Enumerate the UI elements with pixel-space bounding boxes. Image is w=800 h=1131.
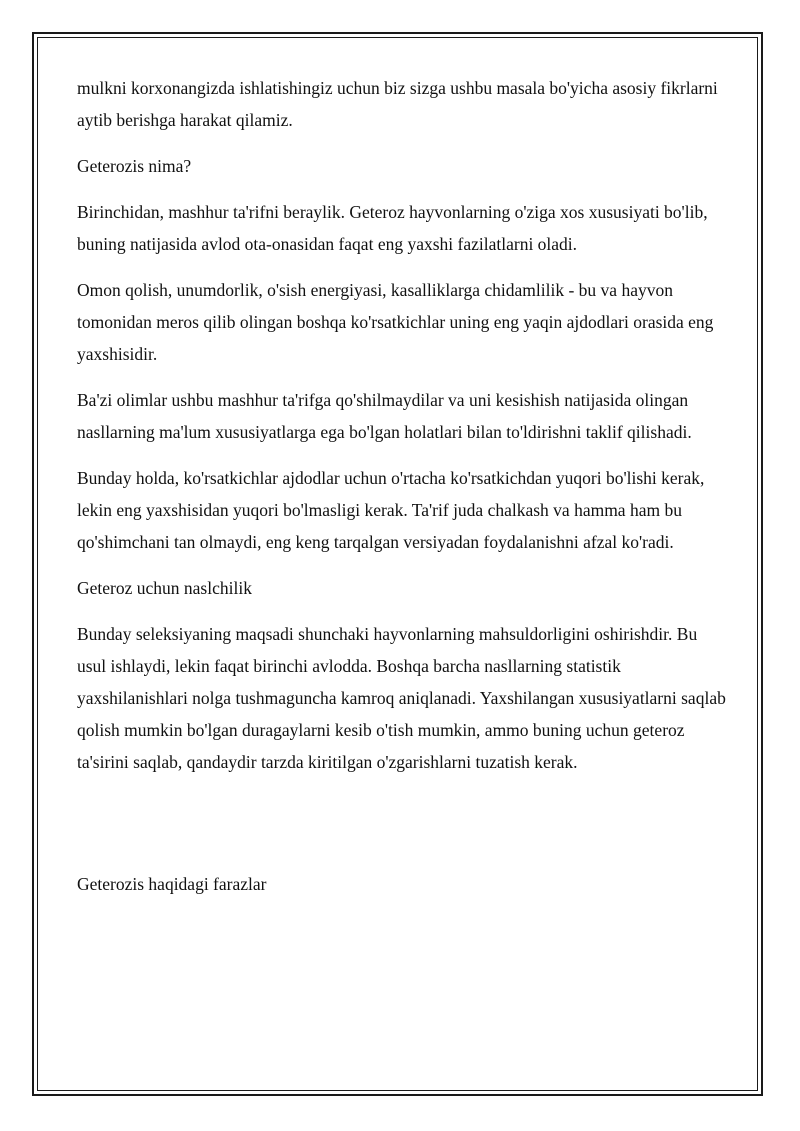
- paragraph-traits: Omon qolish, unumdorlik, o'sish energiyasi, kasalliklarga chidamlilik - bu va hayvon tomonidan meros qilib olingan boshqa ko'rsatkichlar uning eng yaqin ajdodlari orasida eng yaxshisidir.: [77, 280, 714, 364]
- paragraph-definition: Birinchidan, mashhur ta'rifni beraylik. Geteroz hayvonlarning o'ziga xos xususiyati bo'lib, buning natijasida avlod ota-onasidan faqat eng yaxshi fazilatlarni oladi.: [77, 202, 708, 254]
- heading-breeding: Geteroz uchun naslchilik: [77, 578, 252, 598]
- spacer: [77, 792, 727, 868]
- document-body: [77, 72, 727, 914]
- heading-hypotheses: Geterozis haqidagi farazlar: [77, 874, 267, 894]
- paragraph-scientists: Ba'zi olimlar ushbu mashhur ta'rifga qo'shilmaydilar va uni kesishish natijasida olingan nasllarning ma'lum xususiyatlarga ega bo'lgan holatlari bilan to'ldirishni taklif qilishadi.: [77, 390, 692, 442]
- heading-what-is-heterosis: Geterozis nima?: [77, 156, 192, 176]
- paragraph-selection: Bunday seleksiyaning maqsadi shunchaki hayvonlarning mahsuldorligini oshirishdir. Bu usul ishlaydi, lekin faqat birinchi avlodda. Boshqa barcha nasllarning statistik yaxshilanishlari nolga tushmaguncha kamroq aniqlanadi. Yaxshilangan xususiyatlarni saqlab qolish mumkin bo'lgan duragaylarni kesib o'tish mumkin, ammo buning uchun geteroz ta'sirini saqlab, qandaydir tarzda kiritilgan o'zgarishlarni tuzatish kerak.: [77, 624, 726, 772]
- paragraph-intro: mulkni korxonangizda ishlatishingiz uchun biz sizga ushbu masala bo'yicha asosiy fikrlarni aytib berishga harakat qilamiz.: [77, 78, 718, 130]
- paragraph-indicators: Bunday holda, ko'rsatkichlar ajdodlar uchun o'rtacha ko'rsatkichdan yuqori bo'lishi kerak, lekin eng yaxshisidan yuqori bo'lmasligi kerak. Ta'rif juda chalkash va hamma ham bu qo'shimchani tan olmaydi, eng keng tarqalgan versiyadan foydalanishni afzal ko'radi.: [77, 468, 705, 552]
